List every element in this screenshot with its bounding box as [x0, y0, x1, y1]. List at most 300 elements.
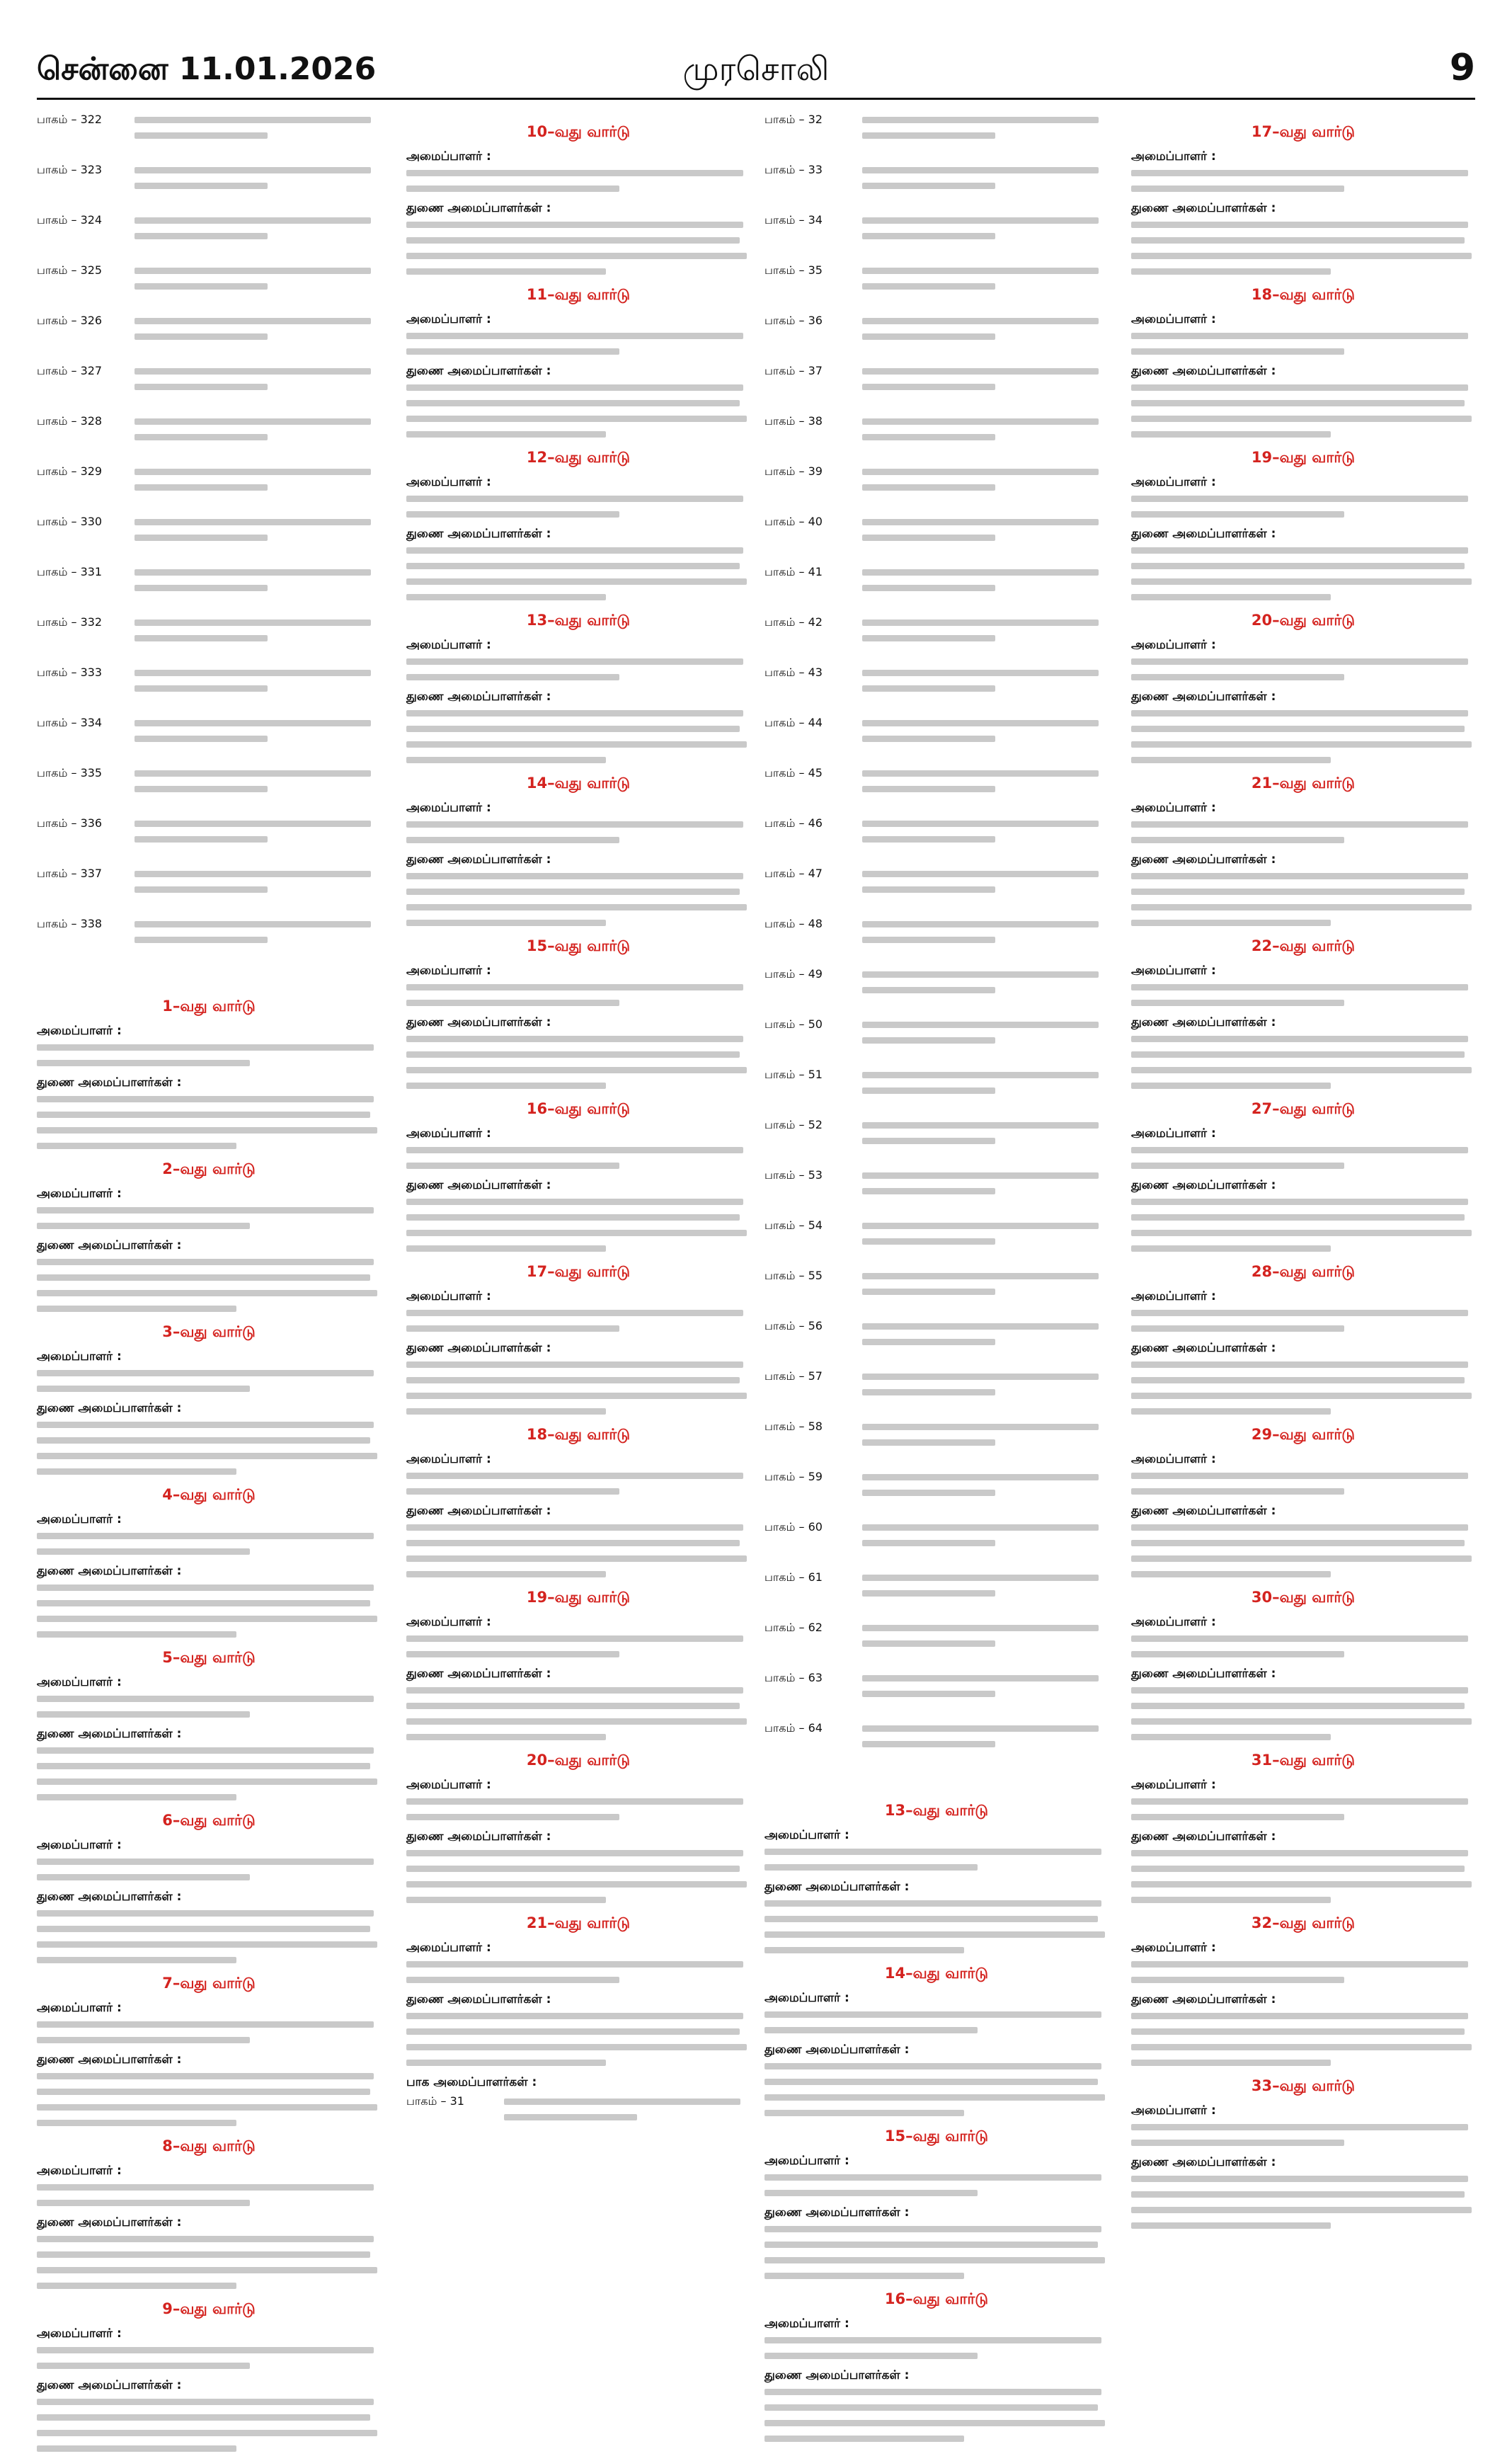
text-placeholder-bar [1131, 837, 1344, 843]
text-placeholder-bar [764, 2094, 1105, 2101]
booth-label [764, 1720, 862, 1736]
text-placeholder-bar [406, 1488, 619, 1495]
convener-entry [37, 2001, 381, 2043]
ward-heading: 30–வது வார்டு [1251, 1589, 1356, 1606]
booth-number: 39 [808, 464, 823, 478]
booth-label [764, 162, 862, 178]
text-placeholder-bar [406, 1214, 740, 1221]
ward-heading: 8–வது வார்டு [162, 2137, 256, 2154]
booth-prefix: பாகம் – [764, 816, 805, 830]
role-label-convener: அமைப்பாளர் : [406, 475, 491, 489]
booth-label [764, 112, 862, 127]
text-placeholder-bar [1131, 1540, 1465, 1546]
convener-entry [37, 1675, 381, 1718]
text-placeholder-bar [406, 1361, 743, 1368]
text-placeholder-bar [862, 1223, 1099, 1229]
text-placeholder-bar [134, 921, 371, 927]
booth-text [134, 363, 381, 399]
booth-text [862, 363, 1109, 399]
text-placeholder-bar [1131, 563, 1465, 569]
text-placeholder-bar [406, 821, 743, 828]
text-placeholder-bar [406, 333, 743, 339]
booth-prefix: பாகம் – [37, 113, 77, 126]
text-placeholder-bar [37, 1533, 374, 1539]
deputy-convener-entry [37, 1401, 381, 1475]
text-placeholder-bar [862, 1439, 995, 1446]
booth-text [862, 1419, 1109, 1455]
deputy-convener-entry [37, 1238, 381, 1312]
text-placeholder-bar [862, 1072, 1099, 1078]
role-label-deputy: துணை அமைப்பாளர்கள் : [37, 1401, 182, 1415]
text-placeholder-bar [134, 268, 371, 274]
booth-label [764, 1670, 862, 1686]
text-placeholder-bar [862, 418, 1099, 425]
spacer [764, 1771, 1109, 1791]
text-placeholder-bar [37, 2445, 236, 2452]
text-placeholder-bar [1131, 1000, 1344, 1006]
ward-heading: 31–வது வார்டு [1251, 1752, 1356, 1769]
booth-label [764, 514, 862, 530]
ward-heading: 27–வது வார்டு [1251, 1100, 1356, 1117]
ward-heading: 16–வது வார்டு [526, 1100, 631, 1117]
text-placeholder-bar [1131, 237, 1465, 244]
role-label-deputy: துணை அமைப்பாளர்கள் : [1131, 1178, 1276, 1192]
text-placeholder-bar [406, 1718, 747, 1725]
role-label-deputy: துணை அமைப்பாளர்கள் : [1131, 1667, 1276, 1681]
convener-entry [764, 1828, 1109, 1871]
booth-entry [764, 263, 1109, 299]
booth-number: 60 [808, 1520, 823, 1534]
booth-entry [37, 464, 381, 500]
text-placeholder-bar [1131, 1245, 1331, 1252]
deputy-convener-entry [1131, 690, 1475, 763]
text-placeholder-bar [1131, 1961, 1468, 1968]
role-label-deputy: துணை அமைப்பாளர்கள் : [406, 1015, 551, 1029]
deputy-convener-entry [1131, 2155, 1475, 2229]
deputy-convener-entry [1131, 201, 1475, 275]
text-placeholder-bar [1131, 984, 1468, 990]
text-placeholder-bar [764, 2110, 964, 2116]
convener-entry [1131, 1452, 1475, 1495]
role-label-deputy: துணை அமைப்பாளர்கள் : [406, 1504, 551, 1518]
booth-label [764, 1218, 862, 1233]
booth-label [764, 1469, 862, 1485]
text-placeholder-bar [406, 1571, 606, 1577]
convener-entry [406, 1941, 750, 1983]
booth-text [862, 966, 1109, 1003]
deputy-convener-entry [406, 1341, 750, 1415]
role-label-deputy: துணை அமைப்பாளர்கள் : [406, 527, 551, 541]
convener-entry [406, 801, 750, 843]
booth-number: 36 [808, 314, 823, 327]
text-placeholder-bar [862, 1389, 995, 1395]
text-placeholder-bar [862, 1188, 995, 1194]
text-placeholder-bar [764, 2079, 1098, 2085]
text-placeholder-bar [1131, 253, 1472, 259]
booth-prefix: பாகம் – [764, 1621, 805, 1634]
text-placeholder-bar [406, 431, 606, 438]
text-placeholder-bar [862, 1238, 995, 1245]
text-placeholder-bar [1131, 2013, 1468, 2019]
text-placeholder-bar [406, 658, 743, 665]
text-placeholder-bar [1131, 1687, 1468, 1694]
role-label-deputy: துணை அமைப்பாளர்கள் : [764, 1880, 910, 1894]
text-placeholder-bar [1131, 1147, 1468, 1153]
role-label-deputy: துணை அமைப்பாளர்கள் : [406, 201, 551, 215]
booth-text [862, 212, 1109, 249]
convener-entry [764, 1991, 1109, 2033]
booth-entry [37, 564, 381, 600]
ward-heading: 20–வது வார்டு [526, 1752, 631, 1769]
role-label-deputy: துணை அமைப்பாளர்கள் : [406, 690, 551, 704]
text-placeholder-bar [862, 217, 1099, 224]
role-label-convener: அமைப்பாளர் : [406, 1615, 491, 1629]
role-label-convener: அமைப்பாளர் : [37, 1512, 122, 1526]
text-placeholder-bar [37, 1600, 370, 1606]
booth-entry [764, 363, 1109, 399]
booth-label [764, 1268, 862, 1284]
text-placeholder-bar [406, 1377, 740, 1383]
text-placeholder-bar [406, 1524, 743, 1531]
role-label-deputy: துணை அமைப்பாளர்கள் : [406, 1341, 551, 1355]
text-placeholder-bar [406, 984, 743, 990]
text-placeholder-bar [406, 1651, 619, 1657]
text-placeholder-bar [134, 720, 371, 726]
booth-number: 59 [808, 1470, 823, 1483]
text-placeholder-bar [1131, 658, 1468, 665]
booth-text [134, 514, 381, 550]
text-placeholder-bar [1131, 578, 1472, 585]
booth-label [764, 313, 862, 329]
text-placeholder-bar [1131, 416, 1472, 422]
text-placeholder-bar [764, 1900, 1101, 1907]
text-placeholder-bar [406, 1408, 606, 1415]
text-placeholder-bar [37, 1096, 374, 1102]
booth-prefix: பாகம் – [764, 263, 805, 277]
booth-number: 334 [80, 716, 103, 729]
booth-entry [37, 665, 381, 701]
text-placeholder-bar [1131, 1325, 1344, 1332]
role-label-deputy: துணை அமைப்பாளர்கள் : [406, 1178, 551, 1192]
booth-text [134, 464, 381, 500]
booth-label [764, 413, 862, 429]
booth-entry [37, 263, 381, 299]
text-placeholder-bar [1131, 2191, 1465, 2198]
text-placeholder-bar [406, 2013, 743, 2019]
text-placeholder-bar [764, 1864, 978, 1871]
booth-entry [37, 162, 381, 198]
text-placeholder-bar [862, 283, 995, 290]
booth-entry [764, 1670, 1109, 1706]
text-placeholder-bar [37, 2363, 250, 2369]
text-placeholder-bar [406, 1083, 606, 1089]
ward-heading: 22–வது வார்டு [1251, 937, 1356, 954]
text-placeholder-bar [862, 384, 995, 390]
booth-prefix: பாகம் – [764, 666, 805, 679]
deputy-convener-entry [37, 2052, 381, 2126]
booth-label [764, 1318, 862, 1334]
booth-number: 41 [808, 565, 823, 578]
role-label-convener: அமைப்பாளர் : [1131, 1289, 1216, 1303]
text-placeholder-bar [37, 1941, 377, 1948]
text-placeholder-bar [406, 253, 747, 259]
ward-heading: 13–வது வார்டு [884, 1802, 989, 1819]
text-placeholder-bar [406, 1555, 747, 1562]
booth-number: 331 [80, 565, 103, 578]
booth-prefix: பாகம் – [764, 1168, 805, 1182]
booth-prefix: பாகம் – [764, 1068, 805, 1081]
deputy-convener-entry [406, 1178, 750, 1252]
booth-number: 63 [808, 1671, 823, 1684]
role-label-deputy: துணை அமைப்பாளர்கள் : [1131, 1504, 1276, 1518]
text-placeholder-bar [37, 1259, 374, 1265]
text-placeholder-bar [862, 1339, 995, 1345]
text-placeholder-bar [37, 1778, 377, 1785]
ward-heading: 3–வது வார்டு [162, 1323, 256, 1340]
text-placeholder-bar [1131, 1897, 1331, 1903]
role-label-convener: அமைப்பாளர் : [37, 2326, 122, 2341]
text-placeholder-bar [1131, 1651, 1344, 1657]
deputy-convener-entry [37, 1890, 381, 1963]
text-placeholder-bar [37, 1858, 374, 1865]
deputy-convener-entry [406, 690, 750, 763]
text-placeholder-bar [37, 2120, 236, 2126]
deputy-convener-entry [1131, 1829, 1475, 1903]
convener-entry [406, 638, 750, 680]
text-placeholder-bar [1131, 873, 1468, 879]
convener-entry [406, 1126, 750, 1169]
text-placeholder-bar [37, 1711, 250, 1718]
booth-label [764, 916, 862, 932]
text-placeholder-bar [1131, 1734, 1331, 1740]
deputy-convener-entry [406, 1829, 750, 1903]
booth-entry [764, 464, 1109, 500]
booth-text [862, 263, 1109, 299]
role-label-deputy: துணை அமைப்பாளர்கள் : [1131, 1341, 1276, 1355]
text-placeholder-bar [406, 563, 740, 569]
text-placeholder-bar [1131, 1051, 1465, 1058]
deputy-convener-entry [1131, 527, 1475, 600]
text-placeholder-bar [862, 770, 1099, 777]
text-placeholder-bar [134, 886, 268, 893]
booth-label [764, 1620, 862, 1635]
booth-number: 53 [808, 1168, 823, 1182]
text-placeholder-bar [37, 1306, 236, 1312]
text-placeholder-bar [1131, 1083, 1331, 1089]
booth-prefix: பாகம் – [37, 615, 77, 629]
booth-number: 332 [80, 615, 103, 629]
text-placeholder-bar [134, 318, 371, 324]
text-placeholder-bar [134, 233, 268, 239]
booth-prefix: பாகம் – [764, 1118, 805, 1131]
role-label-convener: அமைப்பாளர் : [37, 1349, 122, 1364]
deputy-convener-entry [1131, 1667, 1475, 1740]
booth-label [37, 916, 134, 932]
role-label-deputy: துணை அமைப்பாளர்கள் : [764, 2368, 910, 2382]
role-label-convener: அமைப்பாளர் : [1131, 801, 1216, 815]
booth-text [862, 715, 1109, 751]
text-placeholder-bar [862, 971, 1099, 978]
booth-prefix: பாகம் – [764, 1520, 805, 1534]
text-placeholder-bar [406, 1977, 619, 1983]
text-placeholder-bar [1131, 1798, 1468, 1805]
booth-label [37, 765, 134, 781]
text-placeholder-bar [862, 434, 995, 440]
role-label-convener: அமைப்பாளர் : [406, 1289, 491, 1303]
booth-text [862, 765, 1109, 801]
text-placeholder-bar [406, 757, 606, 763]
booth-number: 38 [808, 414, 823, 428]
ward-heading: 4–வது வார்டு [162, 1486, 256, 1503]
text-placeholder-bar [406, 1245, 606, 1252]
convener-entry [406, 1452, 750, 1495]
booth-text [862, 1570, 1109, 1606]
text-placeholder-bar [406, 1734, 606, 1740]
booth-entry [37, 816, 381, 852]
booth-entry [764, 1218, 1109, 1254]
text-placeholder-bar [1131, 710, 1468, 716]
deputy-convener-entry [764, 2368, 1109, 2442]
ward-heading: 7–வது வார்டு [162, 1975, 256, 1992]
convener-entry [1131, 149, 1475, 192]
text-placeholder-bar [1131, 496, 1468, 502]
booth-number: 43 [808, 666, 823, 679]
booth-text [134, 263, 381, 299]
booth-text [134, 665, 381, 701]
text-placeholder-bar [1131, 1703, 1465, 1709]
role-label-deputy: துணை அமைப்பாளர்கள் : [37, 2378, 182, 2392]
booth-entry [764, 1570, 1109, 1606]
role-label-deputy: துணை அமைப்பாளர்கள் : [406, 1992, 551, 2006]
booth-entry [764, 514, 1109, 550]
deputy-convener-entry [406, 1667, 750, 1740]
booth-prefix: பாகம் – [37, 414, 77, 428]
text-placeholder-bar [37, 1060, 250, 1066]
text-placeholder-bar [37, 1223, 250, 1229]
text-placeholder-bar [764, 2404, 1098, 2411]
text-placeholder-bar [1131, 1067, 1472, 1073]
text-placeholder-bar [406, 1703, 740, 1709]
text-placeholder-bar [134, 183, 268, 189]
text-placeholder-bar [862, 1122, 1099, 1129]
text-placeholder-bar [862, 585, 995, 591]
text-placeholder-bar [134, 333, 268, 340]
text-placeholder-bar [1131, 594, 1331, 600]
text-placeholder-bar [862, 117, 1099, 123]
booth-text [862, 816, 1109, 852]
text-placeholder-bar [406, 1325, 619, 1332]
text-placeholder-bar [1131, 333, 1468, 339]
booth-label [764, 212, 862, 228]
booth-label [764, 1167, 862, 1183]
text-placeholder-bar [862, 1022, 1099, 1028]
booth-number: 32 [808, 113, 823, 126]
role-label-deputy: துணை அமைப்பாளர்கள் : [1131, 1015, 1276, 1029]
ward-heading: 32–வது வார்டு [1251, 1914, 1356, 1931]
text-placeholder-bar [1131, 348, 1344, 355]
role-label-convener: அமைப்பாளர் : [406, 1778, 491, 1792]
booth-label [764, 765, 862, 781]
ward-heading: 18–வது வார்டு [526, 1426, 631, 1443]
role-label-deputy: துணை அமைப்பாளர்கள் : [1131, 1829, 1276, 1844]
convener-entry [764, 2317, 1109, 2359]
booth-number: 33 [808, 163, 823, 176]
booth-number: 51 [808, 1068, 823, 1081]
text-placeholder-bar [37, 2267, 377, 2273]
text-placeholder-bar [37, 1143, 236, 1149]
text-placeholder-bar [764, 1931, 1105, 1938]
role-label-convener: அமைப்பாளர் : [1131, 1941, 1216, 1955]
text-placeholder-bar [1131, 2028, 1465, 2035]
text-placeholder-bar [862, 836, 995, 843]
text-placeholder-bar [862, 484, 995, 491]
role-label-deputy: துணை அமைப்பாளர்கள் : [37, 1238, 182, 1252]
booth-label [764, 615, 862, 630]
text-placeholder-bar [862, 535, 995, 541]
text-placeholder-bar [134, 736, 268, 742]
role-label-convener: அமைப்பாளர் : [37, 1187, 122, 1201]
booth-number: 56 [808, 1319, 823, 1332]
booth-entry [764, 1318, 1109, 1354]
text-placeholder-bar [37, 2200, 250, 2206]
role-label-convener: அமைப்பாளர் : [1131, 1778, 1216, 1792]
booth-prefix: பாகம் – [764, 1017, 805, 1031]
booth-prefix: பாகம் – [764, 565, 805, 578]
ward-heading: 14–வது வார்டு [526, 775, 631, 792]
booth-text [862, 1620, 1109, 1656]
text-placeholder-bar [134, 484, 268, 491]
role-label-convener: அமைப்பாளர் : [406, 1452, 491, 1466]
role-label-deputy: துணை அமைப்பாளர்கள் : [37, 1727, 182, 1741]
text-placeholder-bar [862, 318, 1099, 324]
deputy-convener-entry [1131, 1015, 1475, 1089]
booth-entry [764, 1720, 1109, 1757]
text-placeholder-bar [862, 1625, 1099, 1631]
booth-entry [37, 514, 381, 550]
booth-number: 338 [80, 917, 103, 930]
convener-entry [406, 1778, 750, 1820]
text-placeholder-bar [1131, 2124, 1468, 2130]
text-placeholder-bar [1131, 185, 1344, 192]
role-label-deputy: துணை அமைப்பாளர்கள் : [1131, 527, 1276, 541]
text-placeholder-bar [862, 1524, 1099, 1531]
deputy-convener-entry [764, 1880, 1109, 1953]
text-placeholder-bar [862, 1273, 1099, 1279]
ward-heading: 33–வது வார்டு [1251, 2077, 1356, 2094]
booth-entry [37, 363, 381, 399]
convener-entry [1131, 312, 1475, 355]
booth-prefix: பாகம் – [764, 716, 805, 729]
deputy-convener-entry [1131, 1178, 1475, 1252]
text-placeholder-bar [1131, 268, 1331, 275]
text-placeholder-bar [37, 1112, 370, 1118]
text-placeholder-bar [37, 2073, 374, 2079]
booth-text [862, 866, 1109, 902]
booth-entry [764, 162, 1109, 198]
text-placeholder-bar [1131, 1881, 1472, 1888]
text-placeholder-bar [1131, 2044, 1472, 2050]
booth-number: 328 [80, 414, 103, 428]
text-placeholder-bar [406, 237, 740, 244]
booth-text [134, 765, 381, 801]
booth-label [37, 665, 134, 680]
booth-number: 40 [808, 515, 823, 528]
role-label-convener: அமைப்பாளர் : [37, 1838, 122, 1852]
booth-prefix: பாகம் – [37, 917, 77, 930]
text-placeholder-bar [134, 821, 371, 827]
booth-label [37, 112, 134, 127]
booth-text [862, 1117, 1109, 1153]
